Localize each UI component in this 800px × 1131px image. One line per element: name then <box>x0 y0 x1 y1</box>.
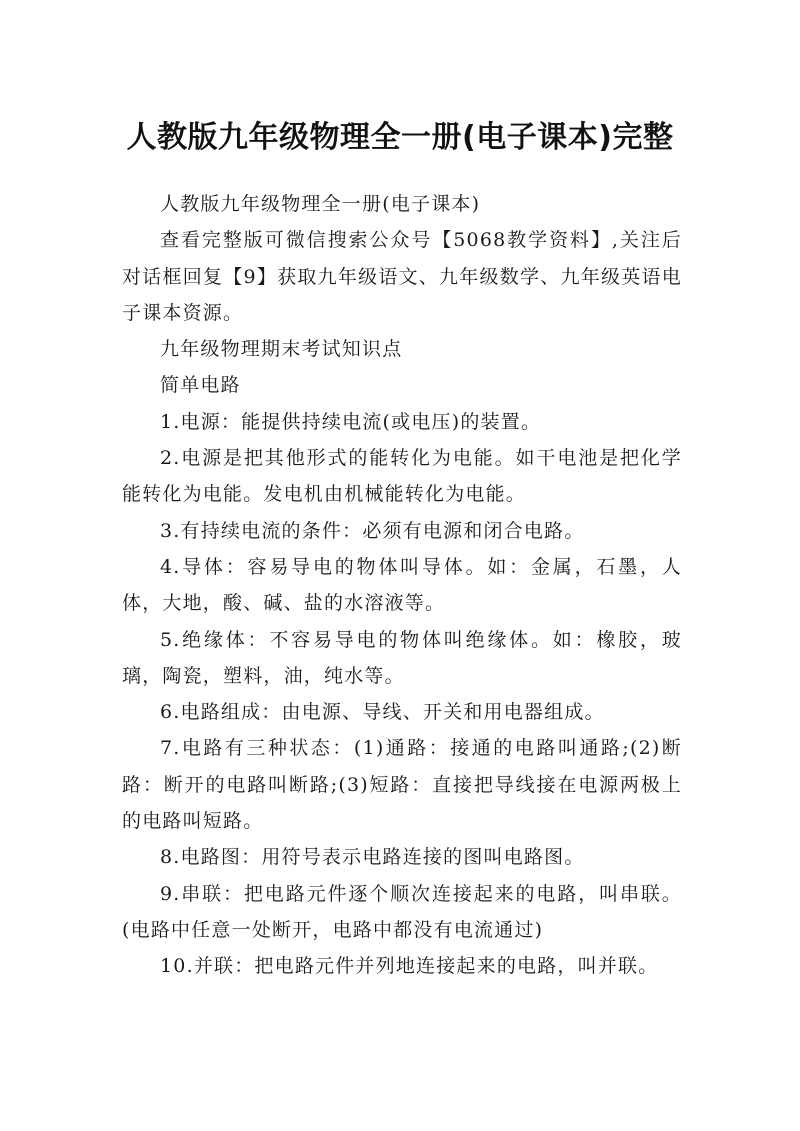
paragraph: 简单电路 <box>160 374 241 397</box>
document-body <box>122 186 682 985</box>
document-title: 人教版九年级物理全一册(电子课本)完整 <box>126 120 674 156</box>
paragraph: 查看完整版可微信搜索公众号【5068教学资料】,关注后对话框回复【9】获取九年级语文、九年级数学、九年级英语电子课本资源。 <box>122 229 682 324</box>
paragraph: 3.有持续电流的条件：必须有电源和闭合电路。 <box>160 519 585 542</box>
paragraph: 8.电路图：用符号表示电路连接的图叫电路图。 <box>160 846 585 869</box>
paragraph: 6.电路组成：由电源、导线、开关和用电器组成。 <box>160 701 605 724</box>
paragraph: 2.电源是把其他形式的能转化为电能。如干电池是把化学能转化为电能。发电机由机械能转化为电能。 <box>122 447 682 506</box>
paragraph: 7.电路有三种状态：(1)通路：接通的电路叫通路;(2)断路：断开的电路叫断路;(3)短路：直接把导线接在电源两极上的电路叫短路。 <box>122 737 682 833</box>
paragraph: 人教版九年级物理全一册(电子课本) <box>160 193 481 215</box>
paragraph: 9.串联：把电路元件逐个顺次连接起来的电路，叫串联。(电路中任意一处断开，电路中都没有电流通过) <box>122 882 682 941</box>
paragraph: 九年级物理期末考试知识点 <box>160 338 403 361</box>
paragraph: 1.电源：能提供持续电流(或电压)的装置。 <box>160 410 542 433</box>
paragraph: 4.导体：容易导电的物体叫导体。如：金属，石墨，人体，大地，酸、碱、盐的水溶液等。 <box>122 555 682 615</box>
paragraph: 5.绝缘体：不容易导电的物体叫绝缘体。如：橡胶，玻璃，陶瓷，塑料，油，纯水等。 <box>122 628 682 687</box>
paragraph: 10.并联：把电路元件并列地连接起来的电路，叫并联。 <box>160 955 659 978</box>
